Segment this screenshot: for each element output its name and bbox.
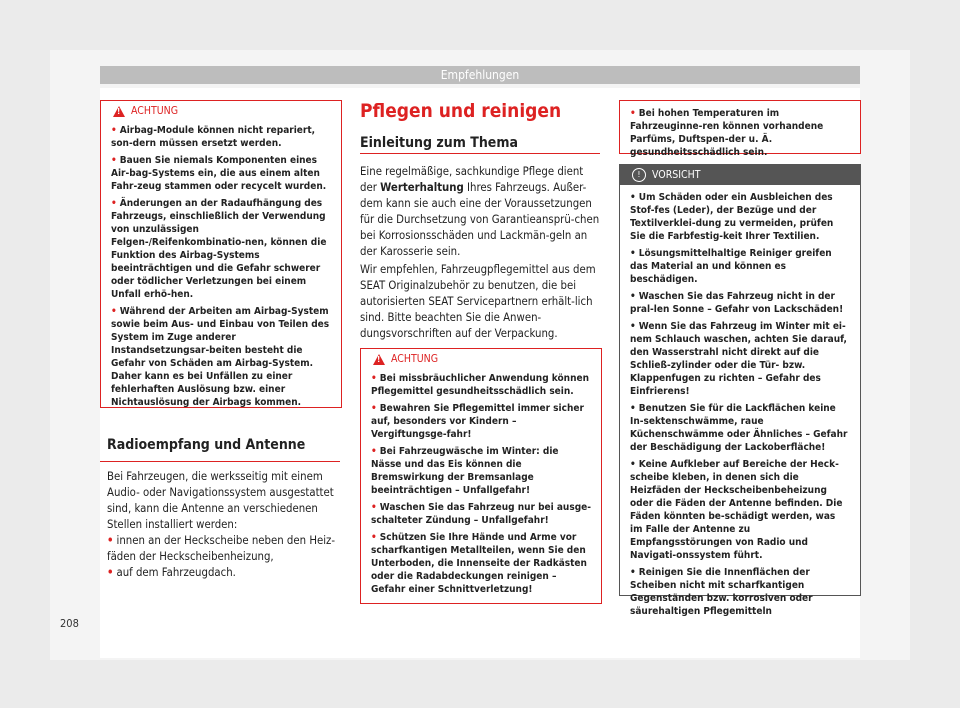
warning-icon [113,106,125,117]
care-paragraph-2: Wir empfehlen, Fahrzeugpflegemittel aus dem SEAT Originalzubehör zu benutzen, die bei autorisierten SEAT Servicepartnern erhält-lich sind. Bitte beachten Sie die Anwen-dungsvorschriften auf der Verpackung. [360,263,596,340]
list-item: • Änderungen an der Radaufhängung des Fahrzeugs, einschließlich der Verwendung von unzulässigen Felgen-/Reifenkombinatio-nen, können die Funktion des Airbag-Systems beeinträchtigen und die Gefahr schwerer oder tödlicher Verletzungen bei einem Unfall erhö-hen. [111,198,327,300]
list-item: • innen an der Heckscheibe neben den Heiz-fäden der Heckscheibenheizung, [107,534,336,563]
page-title: Pflegen und reinigen [360,100,562,122]
list-item: • Schützen Sie Ihre Hände und Arme vor scharfkantigen Metallteilen, wenn Sie den Unterboden, die Innenseite der Radkästen oder die Radabdeckungen reinigen – Gefahr einer Schnittverletzung! [371,532,587,595]
warning-icon [373,354,385,365]
list-item: • Waschen Sie das Fahrzeug nicht in der pral-len Sonne – Gefahr von Lackschäden! [630,291,844,315]
list-item: • Wenn Sie das Fahrzeug im Winter mit ei-nem Schlauch waschen, achten Sie darauf, den Wasserstrahl nicht direkt auf die Schließ-zylinder oder die Tür- bzw. Klappenfugen zu richten – Gefahr des Einfrierens! [630,321,847,397]
radio-intro: Bei Fahrzeugen, die werksseitig mit einem Audio- oder Navigationssystem ausgestattet sind, kann die Antenne an verschiedenen Stellen installiert werden: [107,470,334,531]
page-number: 208 [60,617,79,630]
warning-box-airbag [100,100,342,408]
list-item: • Um Schäden oder ein Ausbleichen des Stof-fes (Leder), der Bezüge und der Textilverklei-dung zu vermeiden, prüfen Sie die Farbfestig-keit Ihrer Textilien. [630,192,834,242]
list-item: • Bei hohen Temperaturen im Fahrzeuginne-ren können vorhandene Parfüms, Duftspen-der u. Ä. gesundheitsschädlich sein. [630,108,824,158]
caution-box [619,164,861,617]
warning-box-continued [619,100,861,158]
list-item: • Während der Arbeiten am Airbag-System sowie beim Aus- und Einbau von Teilen des System im Zuge anderer Instandsetzungsar-beiten besteht die Gefahr von Schäden am Airbag-System. Daher kann es bei Unfällen zu einer fehlerhaften Auslösung bzw. einer Nichtauslösung der Airbags kommen. [111,306,330,408]
list-item: • Reinigen Sie die Innenflächen der Scheiben nicht mit scharfkantigen Gegenständen bzw. korrosiven oder säurehaltigen Pflegemitteln [630,567,813,617]
list-item: • Benutzen Sie für die Lackflächen keine In-sektenschwämme, raue Küchenschwämme oder Ähnliches – Gefahr der Beschädigung der Lackoberfläche! [630,403,848,453]
warning-label: ACHTUNG [391,353,439,365]
list-item: • Bewahren Sie Pflegemittel immer sicher auf, besonders vor Kindern – Vergiftungsge-fahr! [371,403,584,440]
radio-heading-rule [100,461,340,462]
warning-box-care [360,348,602,604]
info-icon: ! [632,168,646,182]
list-item: • Keine Aufkleber auf Bereiche der Heck-scheibe kleben, in denen sich die Heizfäden der Heckscheibenbeheizung oder die Fäden der Antenne befinden. Die Fäden könnten be-schädigt werden, was im Falle der Antenne zu Empfangsstörungen von Radio und Navigati-onssystem führt. [630,459,843,561]
list-item: • Bei Fahrzeugwäsche im Winter: die Nässe und das Eis können die Bremswirkung der Bremsanlage beeinträchtigen – Unfallgefahr! [371,446,559,496]
care-paragraph-1: Eine regelmäßige, sachkundige Pflege dient der Werterhaltung Ihres Fahrzeugs. Außer-dem kann sie auch eine der Voraussetzungen für die Durchsetzung von Garantieansprü-chen bei Korrosionsschäden und Lackmän-geln an der Karosserie sein. [360,165,600,258]
section-header: Empfehlungen [100,66,860,84]
warning-header [101,101,341,118]
list-item: • Lösungsmittelhaltige Reiniger greifen das Material an und können es beschädigen. [630,248,832,285]
subtitle-rule [360,153,600,154]
list-item: • Airbag-Module können nicht repariert, son-dern müssen ersetzt werden. [111,125,316,149]
list-item: • Bei missbräuchlicher Anwendung können Pflegemittel gesundheitsschädlich sein. [371,373,589,397]
list-item: • Bauen Sie niemals Komponenten eines Air-bag-Systems ein, die aus einem alten Fahr-zeug stammen oder recycelt wurden. [111,155,327,192]
list-item: • auf dem Fahrzeugdach. [107,566,236,579]
section-subtitle: Einleitung zum Thema [360,135,518,151]
caution-header [620,165,860,185]
radio-heading: Radioempfang und Antenne [107,437,306,453]
radio-list [107,533,339,581]
warning-header [361,349,601,366]
caution-label: VORSICHT [652,169,701,181]
warning-label: ACHTUNG [131,105,179,117]
list-item: • Waschen Sie das Fahrzeug nur bei ausge-schalteter Zündung – Unfallgefahr! [371,502,591,526]
